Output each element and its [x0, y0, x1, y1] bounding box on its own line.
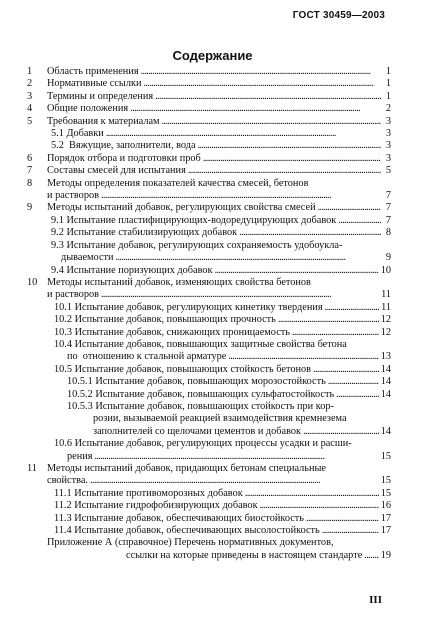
toc-entry — [27, 202, 391, 214]
toc-entry — [27, 302, 391, 314]
toc-entry — [27, 277, 391, 289]
toc-entry — [27, 128, 391, 140]
toc-entry-page: 5 — [385, 165, 391, 177]
toc-entry-title: 9.2 Испытание стабилизирующих добавок — [51, 227, 238, 239]
toc-entry-title: 10.5.2 Испытание добавок, повышающих сульфатостойкость — [67, 388, 335, 400]
toc-entry-page: 11 — [381, 301, 391, 313]
toc-entry-page: 3 — [385, 140, 391, 152]
toc-entry-number: 2 — [27, 78, 33, 90]
toc-dot-leader — [215, 265, 379, 277]
toc-dot-leader — [245, 488, 379, 500]
toc-entry-title: 9.4 Испытание поризующих добавок — [51, 264, 213, 276]
toc-dot-leader — [198, 140, 381, 152]
toc-entry-title: 11.4 Испытание добавок, обеспечивающих высолостойкость — [54, 525, 320, 537]
toc-dot-leader — [106, 128, 381, 140]
toc-entry-page: 1 — [385, 78, 391, 90]
toc-entry-number: 3 — [27, 90, 33, 102]
toc-entry-number: 9 — [27, 202, 33, 214]
toc-entry-number: 4 — [27, 103, 33, 115]
toc-entry-page: 10 — [380, 264, 391, 276]
toc-entry-title: 11.2 Испытание гидрофобизирующих добавок — [54, 500, 258, 512]
toc-dot-leader — [325, 302, 379, 314]
toc-entry-page: 15 — [380, 475, 391, 487]
toc-entry-page: 1 — [385, 90, 391, 102]
toc-dot-leader — [94, 451, 378, 463]
toc-entry — [27, 525, 391, 537]
toc-entry-page: 7 — [385, 190, 391, 202]
toc-dot-leader — [203, 153, 381, 165]
toc-entry — [27, 252, 391, 264]
toc-entry-page: 16 — [380, 500, 391, 512]
toc-dot-leader — [336, 389, 379, 401]
toc-entry-page: 14 — [380, 363, 391, 375]
toc-entry — [27, 500, 391, 512]
toc-entry-page: 15 — [380, 487, 391, 499]
toc-entry-page: 3 — [385, 115, 391, 127]
page-number: III — [369, 594, 382, 606]
toc-entry — [27, 376, 391, 388]
toc-entry-title: 5.1 Добавки — [51, 128, 104, 140]
toc-entry — [27, 178, 391, 190]
toc-entry-title: дываемости — [61, 252, 114, 264]
toc-entry — [27, 140, 391, 152]
toc-entry — [27, 91, 391, 103]
toc-dot-leader — [228, 351, 378, 363]
toc-entry — [27, 103, 391, 115]
toc-entry-title: 10.5 Испытание добавок, повышающих стойкость бетонов — [54, 363, 311, 375]
toc-entry — [27, 215, 391, 227]
toc-entry-title: Общие положения — [47, 103, 129, 115]
toc-entry-page: 12 — [380, 314, 391, 326]
toc-entry — [27, 190, 391, 202]
toc-entry-page: 17 — [380, 525, 391, 537]
toc-entry-title: рения — [67, 450, 93, 462]
toc-entry — [27, 153, 391, 165]
toc-dot-leader — [318, 202, 381, 214]
toc-entry-title: свойства. — [47, 475, 88, 487]
toc-entry-page: 7 — [385, 214, 391, 226]
toc-entry — [27, 289, 391, 301]
toc-entry — [27, 116, 391, 128]
toc-entry — [27, 66, 391, 78]
toc-dot-leader — [292, 327, 379, 339]
toc-entry — [27, 327, 391, 339]
toc-entry — [27, 364, 391, 376]
toc-entry — [27, 78, 391, 90]
toc-entry — [27, 351, 391, 363]
toc-entry-title: 10.3 Испытание добавок, снижающих проницаемость — [54, 326, 290, 338]
toc-entry-page: 14 — [380, 388, 391, 400]
toc-dot-leader — [364, 550, 378, 562]
table-of-contents — [27, 66, 391, 562]
toc-entry — [27, 463, 391, 475]
toc-entry — [27, 165, 391, 177]
toc-entry — [27, 513, 391, 525]
toc-entry-title: и растворов — [47, 190, 99, 202]
toc-entry-page: 7 — [385, 202, 391, 214]
toc-entry-title: Методы испытаний добавок, регулирующих свойства смесей — [47, 202, 316, 214]
toc-dot-leader — [162, 116, 381, 128]
toc-entry-title: Методы испытаний добавок, придающих бетонам специальные — [47, 463, 326, 474]
toc-entry-title: 10.5.1 Испытание добавок, повышающих морозостойкость — [67, 376, 326, 388]
toc-entry-page: 1 — [385, 66, 391, 77]
toc-entry-title: 10.2 Испытание добавок, повышающих прочность — [54, 314, 276, 326]
toc-entry-title: Составы смесей для испытания — [47, 165, 186, 177]
toc-entry-number: 8 — [27, 177, 33, 189]
document-standard-number: ГОСТ 30459—2003 — [292, 10, 385, 21]
toc-dot-leader — [155, 91, 381, 103]
toc-dot-leader — [338, 215, 381, 227]
toc-dot-leader — [90, 475, 379, 487]
toc-entry — [27, 401, 391, 413]
toc-entry-page: 3 — [385, 128, 391, 140]
toc-entry — [27, 475, 391, 487]
toc-entry-page: 12 — [380, 326, 391, 338]
toc-dot-leader — [328, 376, 379, 388]
toc-entry — [27, 314, 391, 326]
toc-entry-title: Порядок отбора и подготовки проб — [47, 152, 201, 164]
toc-dot-leader — [130, 103, 381, 115]
toc-entry-page: 14 — [380, 425, 391, 437]
toc-entry-title: Термины и определения — [47, 90, 154, 102]
toc-entry — [27, 426, 391, 438]
page-title: Содержание — [172, 48, 253, 63]
toc-entry-number: 10 — [27, 276, 38, 288]
toc-entry-page: 3 — [385, 152, 391, 164]
toc-entry — [27, 550, 391, 562]
toc-entry — [27, 451, 391, 463]
toc-entry-title: 10.1 Испытание добавок, регулирующих кинетику твердения — [54, 301, 323, 313]
toc-entry-page: 17 — [380, 512, 391, 524]
toc-entry — [27, 389, 391, 401]
toc-dot-leader — [260, 500, 379, 512]
toc-dot-leader — [303, 426, 379, 438]
toc-entry-title: Методы определения показателей качества смесей, бетонов — [47, 177, 309, 189]
toc-entry-title: ссылки на которые приведены в настоящем стандарте — [126, 549, 363, 561]
toc-entry-title: 10.4 Испытание добавок, повышающих защитные свойства бетона — [54, 338, 347, 350]
toc-entry-page: 11 — [381, 289, 391, 301]
toc-entry-number: 5 — [27, 115, 33, 127]
toc-entry-title: Приложение А (справочное) Перечень нормативных документов, — [47, 537, 334, 549]
toc-entry — [27, 488, 391, 500]
toc-entry-title: Требования к материалам — [47, 115, 160, 127]
toc-dot-leader — [239, 227, 381, 239]
toc-entry-title: 10.6 Испытание добавок, регулирующих процессы усадки и расши- — [54, 438, 352, 450]
toc-entry-title: 10.5.3 Испытание добавок, повышающих стойкость при кор- — [67, 400, 334, 412]
toc-entry-page: 19 — [380, 549, 391, 561]
toc-entry-number: 6 — [27, 152, 33, 164]
toc-dot-leader — [116, 252, 381, 264]
toc-entry — [27, 537, 391, 549]
toc-entry-number: 11 — [27, 463, 37, 474]
toc-dot-leader — [322, 525, 379, 537]
toc-entry — [27, 227, 391, 239]
toc-entry-title: и растворов — [47, 289, 99, 301]
toc-dot-leader — [141, 66, 381, 78]
toc-entry-number: 7 — [27, 165, 33, 177]
toc-entry-page: 13 — [380, 351, 391, 363]
toc-entry-page: 8 — [385, 227, 391, 239]
toc-entry-title: заполнителей со щелочами цементов и добавок — [93, 425, 302, 437]
toc-entry — [27, 240, 391, 252]
toc-entry — [27, 438, 391, 450]
toc-entry-title: розии, вызываемой реакцией взаимодействия кремнезема — [93, 413, 347, 425]
toc-entry-number: 1 — [27, 66, 33, 77]
toc-entry-title: 9.3 Испытание добавок, регулирующих сохраняемость удобоукла- — [51, 239, 343, 251]
toc-entry-title: 11.3 Испытание добавок, обеспечивающих биостойкость — [54, 512, 305, 524]
toc-entry-page: 9 — [385, 252, 391, 264]
toc-entry-title: Методы испытаний добавок, изменяющих свойства бетонов — [47, 276, 311, 288]
toc-entry-title: Область применения — [47, 66, 139, 77]
toc-dot-leader — [306, 513, 379, 525]
toc-dot-leader — [143, 78, 381, 90]
toc-dot-leader — [188, 165, 381, 177]
toc-entry-title: 9.1 Испытание пластифицирующих-водоредуцирующих добавок — [51, 214, 337, 226]
toc-entry-title: 11.1 Испытание противоморозных добавок — [54, 487, 243, 499]
toc-entry-title: 5.2 Вяжущие, заполнители, вода — [51, 140, 196, 152]
toc-entry-page: 15 — [380, 450, 391, 462]
toc-dot-leader — [101, 190, 381, 202]
toc-entry-title: по отношению к стальной арматуре — [67, 351, 227, 363]
toc-entry — [27, 339, 391, 351]
toc-entry-page: 2 — [385, 103, 391, 115]
toc-dot-leader — [101, 289, 379, 301]
toc-entry — [27, 413, 391, 425]
toc-entry-title: Нормативные ссылки — [47, 78, 142, 90]
toc-dot-leader — [313, 364, 379, 376]
toc-dot-leader — [278, 314, 379, 326]
toc-entry-page: 14 — [380, 376, 391, 388]
toc-entry — [27, 265, 391, 277]
